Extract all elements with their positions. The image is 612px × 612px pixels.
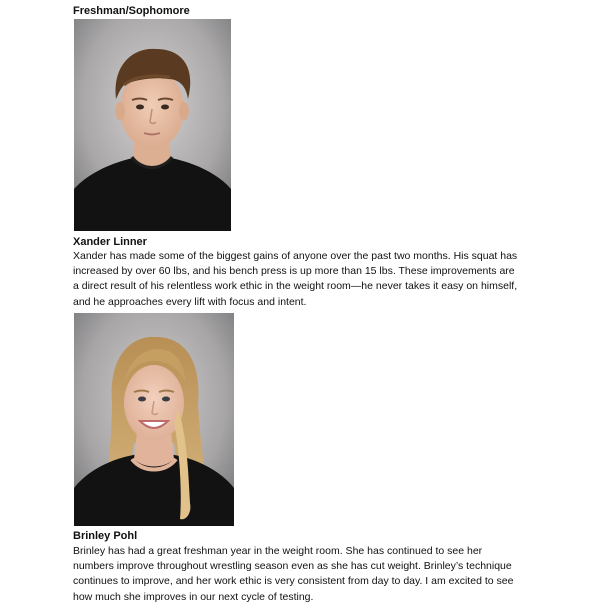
athlete-name: Brinley Pohl: [73, 530, 138, 542]
athlete-bio: [73, 544, 553, 605]
bio-line: and he approaches every lift with focus and intent.: [73, 295, 307, 308]
bio-line: continues to improve, and her work ethic is very consistent from day to day. I am excited to see: [73, 575, 514, 588]
section-heading: Freshman/Sophomore: [73, 5, 190, 17]
athlete-photo-brinley: [74, 313, 234, 526]
athlete-photo-xander: [74, 19, 231, 231]
bio-line: numbers improve throughout wrestling season even as she has cut weight. Brinley’s technique: [73, 560, 512, 573]
bio-line: Xander has made some of the biggest gains of anyone over the past two months. His squat has: [73, 250, 518, 262]
bio-line: increased by over 60 lbs, and his bench press is up more than 15 lbs. These improvements are: [73, 265, 515, 278]
student-portrait-male-icon: [74, 19, 231, 231]
student-portrait-female-icon: [74, 313, 234, 526]
bio-line: Brinley has had a great freshman year in the weight room. She has continued to see her: [73, 545, 483, 557]
athlete-name: Xander Linner: [73, 236, 147, 248]
bio-line: a direct result of his relentless work ethic in the weight room—he never takes it easy on himself,: [73, 280, 518, 293]
bio-line: how much she improves in our next cycle of testing.: [73, 590, 314, 603]
athlete-bio: [73, 249, 553, 310]
